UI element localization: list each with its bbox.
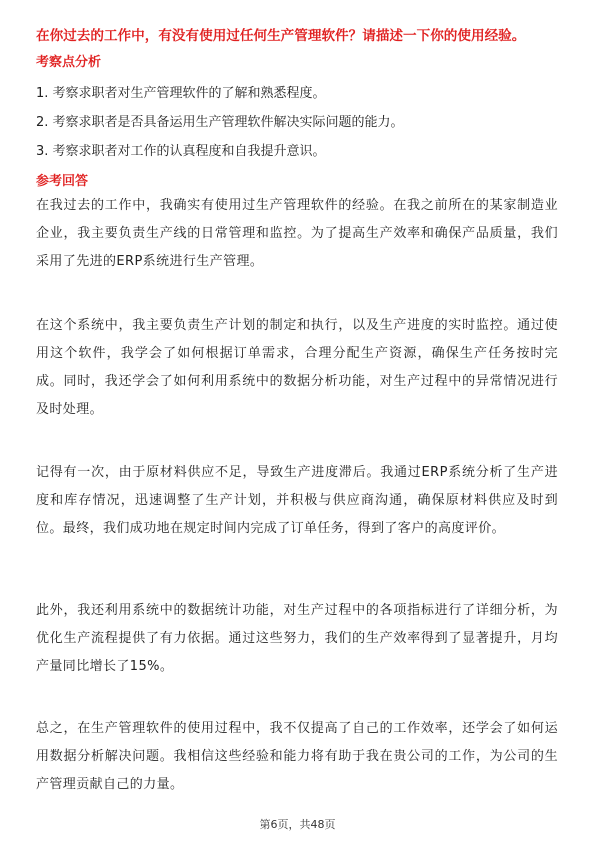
answer-paragraph-3: 记得有一次，由于原材料供应不足，导致生产进度滞后。我通过ERP系统分析了生产进度和库存情况，迅速调整了生产计划，并积极与供应商沟通，确保原材料供应及时到位。最终，我们成功地在规定时间内完成了订单任务，得到了客户的高度评价。 bbox=[36, 465, 558, 536]
answer-paragraph-1: 在我过去的工作中，我确实有使用过生产管理软件的经验。在我之前所在的某家制造业企业，我主要负责生产线的日常管理和监控。为了提高生产效率和确保产品质量，我们采用了先进的ERP系统进行生产管理。 bbox=[36, 198, 558, 269]
answer-paragraph-4: 此外，我还利用系统中的数据统计功能，对生产过程中的各项指标进行了详细分析，为优化生产流程提供了有力依据。通过这些努力，我们的生产效率得到了显著提升，月均产量同比增长了15%。 bbox=[36, 603, 558, 674]
analysis-point-2: 2. 考察求职者是否具备运用生产管理软件解决实际问题的能力。 bbox=[36, 115, 404, 130]
analysis-title: 考察点分析 bbox=[36, 55, 102, 70]
answer-paragraph-5: 总之，在生产管理软件的使用过程中，我不仅提高了自己的工作效率，还学会了如何运用数据分析解决问题。我相信这些经验和能力将有助于我在贵公司的工作，为公司的生产管理贡献自己的力量。 bbox=[36, 721, 558, 792]
page-number: 第6页，共48页 bbox=[259, 818, 336, 831]
answer-paragraph-2: 在这个系统中，我主要负责生产计划的制定和执行，以及生产进度的实时监控。通过使用这个软件，我学会了如何根据订单需求，合理分配生产资源，确保生产任务按时完成。同时，我还学会了如何利用系统中的数据分析功能，对生产过程中的异常情况进行及时处理。 bbox=[36, 318, 558, 417]
analysis-point-3: 3. 考察求职者对工作的认真程度和自我提升意识。 bbox=[36, 144, 326, 159]
analysis-point-1: 1. 考察求职者对生产管理软件的了解和熟悉程度。 bbox=[36, 86, 326, 101]
answer-title: 参考回答 bbox=[36, 174, 89, 189]
question-heading: 在你过去的工作中，有没有使用过任何生产管理软件？请描述一下你的使用经验。 bbox=[36, 28, 526, 44]
